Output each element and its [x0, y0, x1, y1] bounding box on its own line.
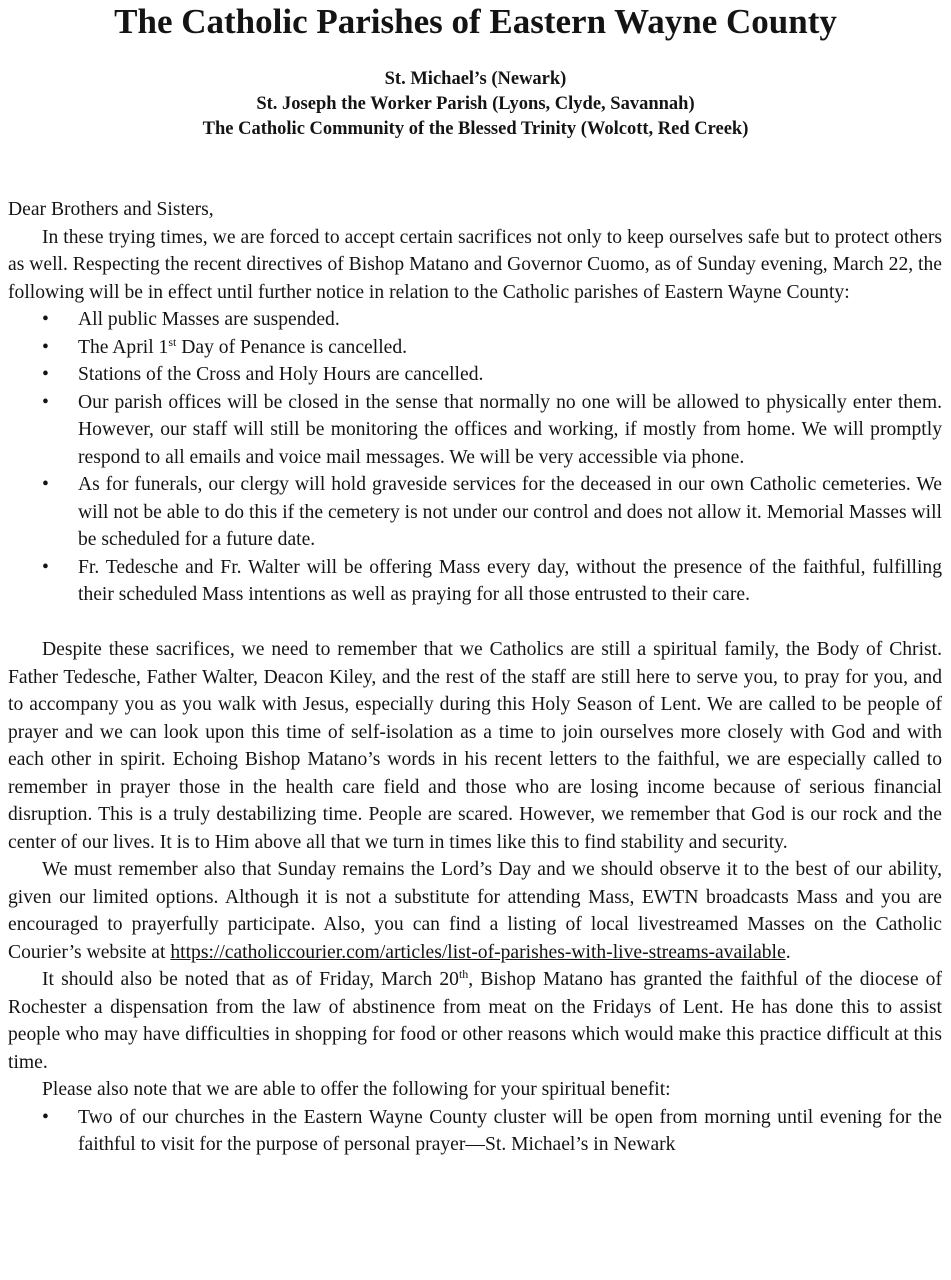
list-item: • The April 1st Day of Penance is cancelled.: [78, 334, 942, 362]
parish-st-joseph: St. Joseph the Worker Parish (Lyons, Clyde, Savannah): [256, 94, 695, 114]
list-item: • Stations of the Cross and Holy Hours are cancelled.: [78, 361, 942, 389]
bullet-icon: •: [42, 556, 49, 578]
salutation: Dear Brothers and Sisters,: [8, 199, 214, 220]
bullet-icon: •: [42, 309, 49, 330]
intro-paragraph: In these trying times, we are forced to accept certain sacrifices not only to keep ourselves safe but to protect others as well. Respecting the recent directives of Bishop Matano and Governor Cuomo, as of Sunday evening, March 22, the following will be in effect until further notice in relation to the Catholic parishes of Eastern Wayne County:: [8, 226, 942, 303]
livestream-link[interactable]: https://catholiccourier.com/articles/list-of-parishes-with-live-streams-available: [170, 941, 786, 963]
paragraph-gap: [8, 609, 942, 637]
offer-list: [8, 1104, 942, 1159]
parish-blessed-trinity: The Catholic Community of the Blessed Trinity (Wolcott, Red Creek): [202, 119, 749, 139]
bullet-icon: •: [42, 336, 49, 358]
offer-intro-paragraph: Please also note that we are able to offer the following for your spiritual benefit:: [42, 1079, 671, 1100]
bullet-icon: •: [42, 391, 49, 413]
parish-st-michaels: St. Michael’s (Newark): [384, 69, 567, 89]
bullet-icon: •: [42, 474, 49, 495]
list-item: • Fr. Tedesche and Fr. Walter will be offering Mass every day, without the presence of the faithful, fulfilling their scheduled Mass intentions as well as praying for all those entrusted to their care.: [78, 554, 942, 609]
directives-list: [8, 306, 942, 609]
page-title: The Catholic Parishes of Eastern Wayne County: [114, 2, 837, 41]
dispensation-paragraph: It should also be noted that as of Friday, March 20th, Bishop Matano has granted the faithful of the diocese of Rochester a dispensation from the law of abstinence from meat on the Fridays of Lent. He has done this to assist people who may have difficulties in shopping for food or other reasons which would make this practice difficult at this time.: [8, 966, 942, 1073]
list-item: • As for funerals, our clergy will hold graveside services for the deceased in our own Catholic cemeteries. We will not be able to do this if the cemetery is not under our control and does not allow it. Memorial Masses will be scheduled for a future date.: [78, 471, 942, 554]
bullet-icon: •: [42, 364, 49, 385]
sunday-paragraph: We must remember also that Sunday remains the Lord’s Day and we should observe it to the best of our ability, given our limited options. Although it is not a substitute for attending Mass, EWTN broadcasts Mass and you are encouraged to prayerfully participate. Also, you can find a listing of local livestreamed Masses on the Catholic Courier’s website at https://catholiccourier.com/articles/list-of-parishes-with-live-streams-available.: [8, 859, 942, 963]
bullet-icon: •: [42, 1106, 49, 1128]
letter-body: [8, 196, 942, 1159]
list-item: • Two of our churches in the Eastern Wayne County cluster will be open from morning until evening for the faithful to visit for the purpose of personal prayer—St. Michael’s in Newark: [78, 1104, 942, 1159]
list-item: • Our parish offices will be closed in the sense that normally no one will be allowed to physically enter them. However, our staff will still be monitoring the offices and working, if mostly from home. We will promptly respond to all emails and voice mail messages. We will be very accessible via phone.: [78, 389, 942, 472]
spiritual-family-paragraph: Despite these sacrifices, we need to remember that we Catholics are still a spiritual family, the Body of Christ. Father Tedesche, Father Walter, Deacon Kiley, and the rest of the staff are still here to serve you, to pray for you, and to accompany you as you walk with Jesus, especially during this Holy Season of Lent. We are called to be people of prayer and we can look upon this time of self-isolation as a time to join ourselves more closely with God and with each other in spirit. Echoing Bishop Matano’s words in his recent letters to the faithful, we are especially called to remember in prayer those in the health care field and those who are losing income because of serious financial disruption. This is a truly destabilizing time. People are scared. However, we remember that God is our rock and the center of our lives. It is to Him above all that we turn in times like this to find stability and security.: [8, 639, 942, 853]
list-item: • All public Masses are suspended.: [78, 306, 942, 334]
